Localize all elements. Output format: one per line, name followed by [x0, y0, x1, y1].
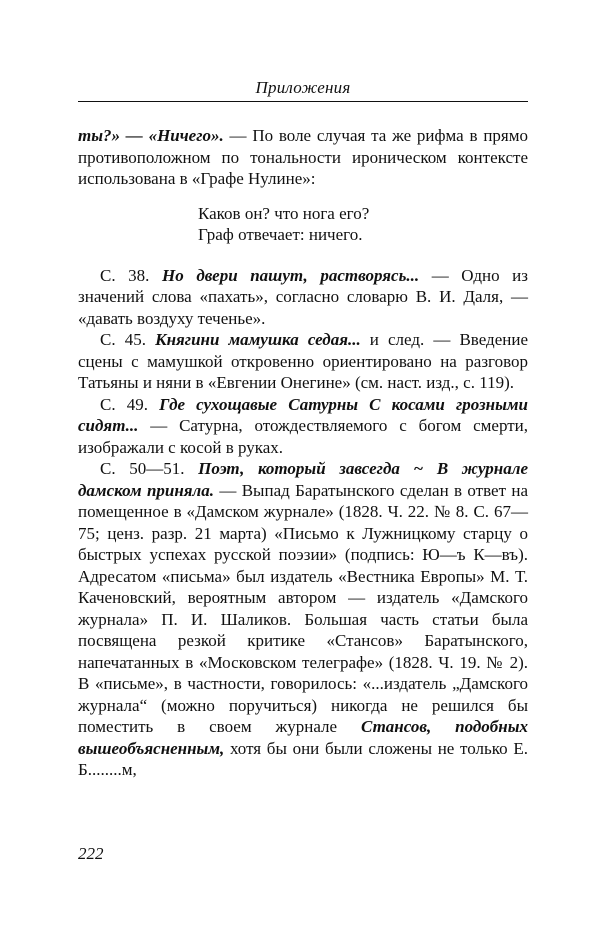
paragraph-text: — По воле случая та же рифма в прямо противоположном по тональности ироническом контексте использована в «Графе Нулине»: [78, 126, 528, 188]
commentary-entry [78, 265, 528, 330]
running-header: Приложения [255, 78, 351, 97]
commentary-entry [78, 394, 528, 459]
paragraph-text: и след. — Введение сцены с мамушкой откровенно ориентировано на разговор Татьяны и няни в «Евгении Онегине» (см. наст. изд., с. 119). [78, 330, 528, 392]
quoted-phrase: ты?» — «Ничего». [78, 126, 224, 145]
header-rule [78, 101, 528, 102]
page-reference: С. 38. [100, 265, 163, 285]
paragraph-text: хотя бы они были сложены не только Е. Б........м, [78, 738, 528, 779]
paragraph-text: — Сатурна, отождествляемого с богом смерти, изображали с косой в руках. [78, 416, 528, 457]
quoted-phrase: Стансов, подобных вышеобъясненным, [78, 717, 528, 758]
paragraph-continuation [78, 125, 528, 190]
verse-line: Граф отвечает: ничего. [198, 225, 363, 244]
page-reference: С. 45. [100, 330, 156, 349]
verse-quote [198, 203, 528, 246]
commentary-entry [78, 458, 528, 781]
paragraph-text: — Одно из значений слова «пахать», согласно словарю В. И. Даля, — «давать воздуху теченье». [78, 265, 528, 328]
quoted-phrase: Где сухощавые Сатурны С косами грозными сидят... [78, 394, 528, 435]
page-body [78, 125, 528, 781]
page-reference: С. 50—51. [100, 459, 199, 478]
page-number: 222 [78, 844, 104, 863]
commentary-entry [78, 329, 528, 394]
quoted-phrase: Но двери пашут, растворясь... [162, 265, 420, 285]
quoted-phrase: Поэт, который завсегда ~ В журнале дамском приняла. [78, 459, 528, 500]
verse-line: Каков он? что нога его? [198, 203, 370, 223]
page-reference: С. 49. [100, 394, 160, 414]
quoted-phrase: Княгини мамушка седая... [155, 330, 361, 349]
paragraph-text: — Выпад Баратынского сделан в ответ на помещенное в «Дамском журнале» (1828. Ч. 22. № 8. С. 67—75; ценз. разр. 21 марта) «Письмо к Лужницкому старцу о быстрых успехах русской поэзии» (подпись: Ю—ъ К—въ). Адресатом «письма» был издатель «Вестника Европы» М. Т. Каченовский, вероятным автором — издатель «Дамского журнала» П. И. Шаликов. Большая часть статьи была посвящена резкой критике «Стансов» Баратынского, напечатанных в «Московском телеграфе» (1828. Ч. 19. № 2). В «письме», в частности, говорилось: «...издатель „Дамского журнала“ (можно поручиться) никогда не решился бы поместить в своем журнале [78, 480, 528, 736]
